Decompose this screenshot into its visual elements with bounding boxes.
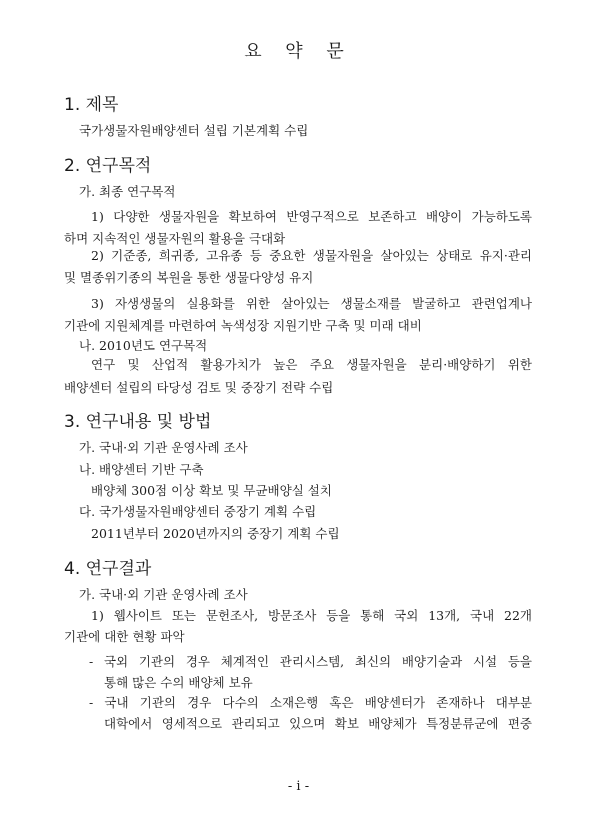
text-line: 기관에 대한 현황 파악 xyxy=(64,629,185,644)
section-heading-purpose: 2. 연구목적 xyxy=(64,156,152,176)
bullet-line: - 국외 기관의 경우 체계적인 관리시스템, 최신의 배양기술과 시설 등을 xyxy=(89,654,532,669)
bullet-line: - 국내 기관의 경우 다수의 소재은행 혹은 배양센터가 존재하나 대부분 xyxy=(89,695,532,710)
text-line: 배양센터 설립의 타당성 검토 및 중장기 전략 수립 xyxy=(64,380,334,395)
text-line: 1) 웹사이트 또는 문헌조사, 방문조사 등을 통해 국외 13개, 국내 22개 xyxy=(91,608,532,623)
text-line: 대학에서 영세적으로 관리되고 있으며 확보 배양체가 특정분류군에 편중 xyxy=(104,716,532,731)
page-number: - i - xyxy=(287,779,310,794)
text-line: 나. 2010년도 연구목적 xyxy=(79,338,208,353)
text-line: 가. 최종 연구목적 xyxy=(79,184,176,199)
text-line: 나. 배양센터 기반 구축 xyxy=(79,462,204,477)
text-line: 하며 지속적인 생물자원의 활용을 극대화 xyxy=(64,231,286,246)
text-line: 배양체 300점 이상 확보 및 무균배양실 설치 xyxy=(91,483,332,498)
text-line: 2011년부터 2020년까지의 중장기 계획 수립 xyxy=(91,526,340,541)
text-line: 1) 다양한 생물자원을 확보하여 반영구적으로 보존하고 배양이 가능하도록 xyxy=(91,209,532,224)
text-line: 다. 국가생물자원배양센터 중장기 계획 수립 xyxy=(79,504,317,519)
text-line: 국가생물자원배양센터 설립 기본계획 수립 xyxy=(79,123,309,138)
page-title: 요 약 문 xyxy=(244,41,353,62)
text-line: 가. 국내·외 기관 운영사례 조사 xyxy=(79,440,248,455)
text-line: 기관에 지원체계를 마련하여 녹색성장 지원기반 구축 및 미래 대비 xyxy=(64,318,422,333)
section-heading-title: 1. 제목 xyxy=(64,95,119,115)
text-line: 가. 국내·외 기관 운영사례 조사 xyxy=(79,587,248,602)
text-line: 연구 및 산업적 활용가치가 높은 주요 생물자원을 분리·배양하기 위한 xyxy=(91,357,532,372)
text-line: 및 멸종위기종의 복원을 통한 생물다양성 유지 xyxy=(64,270,314,285)
text-line: 2) 기준종, 희귀종, 고유종 등 중요한 생물자원을 살아있는 상태로 유지·관리 xyxy=(91,248,532,263)
section-heading-results: 4. 연구결과 xyxy=(64,559,152,579)
text-line: 통해 많은 수의 배양체 보유 xyxy=(104,675,253,690)
section-heading-methods: 3. 연구내용 및 방법 xyxy=(64,412,212,432)
text-line: 3) 자생생물의 실용화를 위한 살아있는 생물소재를 발굴하고 관련업계나 xyxy=(91,296,532,311)
